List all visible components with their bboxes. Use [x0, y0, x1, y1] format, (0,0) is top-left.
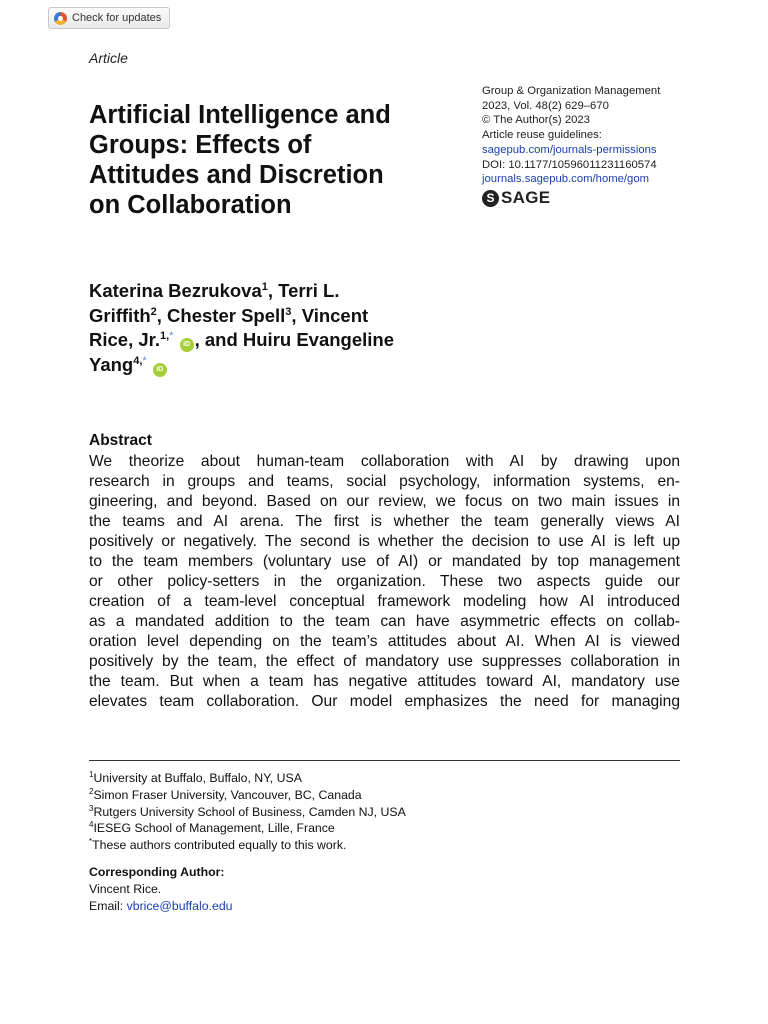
footnote-marker: *: [89, 837, 93, 847]
abstract-line: oration level depending on the team’s attitudes about AI. When AI is viewed: [89, 633, 680, 650]
article-type-label: Article: [89, 50, 128, 66]
affiliation-text: University at Buffalo, Buffalo, NY, USA: [93, 771, 302, 785]
author-line: [89, 328, 469, 353]
author-separator: , and Huiru Evangeline: [194, 329, 395, 350]
journal-volume: 2023, Vol. 48(2) 629–670: [482, 99, 609, 112]
affiliation-item: [89, 820, 406, 837]
title-line: Groups: Effects of: [89, 131, 312, 159]
permissions-link[interactable]: sagepub.com/journals-permissions: [482, 143, 657, 156]
title-line: Artificial Intelligence and: [89, 101, 391, 129]
title-line: on Collaboration: [89, 191, 292, 219]
affiliation-number: 1: [89, 770, 94, 779]
abstract-body: [89, 452, 680, 712]
abstract-line: research in groups and teams, social psychology, information systems, en-: [89, 473, 680, 490]
corresponding-author: [89, 864, 233, 914]
email-line: [89, 898, 233, 915]
email-link[interactable]: vbrice@buffalo.edu: [126, 898, 233, 913]
affiliation-marker: 2: [150, 305, 157, 318]
check-for-updates-button[interactable]: [48, 7, 170, 29]
sage-logo-icon: S: [482, 190, 499, 207]
check-for-updates-label: Check for updates: [72, 12, 162, 24]
reuse-guidelines-label: Article reuse guidelines:: [482, 129, 602, 142]
abstract-line: positively or negatively. The second is whether the decision to use AI is left up: [89, 533, 680, 550]
crossmark-icon: [54, 12, 67, 25]
equal-contribution-marker: *: [142, 354, 147, 367]
author-line: [89, 353, 469, 378]
author-name: Griffith: [89, 304, 151, 326]
title-line: Attitudes and Discretion: [89, 161, 384, 189]
corresponding-author-name: Vincent Rice.: [89, 881, 162, 896]
abstract-line: or other policy-setters in the organization. These two aspects guide our: [89, 573, 680, 590]
affiliation-marker: 1: [261, 281, 268, 293]
abstract-line: to the team members (voluntary use of AI) or mandated by top management: [89, 553, 680, 570]
affiliation-text: IESEG School of Management, Lille, France: [93, 821, 335, 836]
abstract-line: as a mandated addition to the team can have asymmetric effects on collab-: [89, 613, 680, 630]
author-list: [89, 279, 469, 377]
affiliation-marker: 3: [285, 305, 292, 318]
affiliation-item: [89, 770, 406, 787]
affiliation-item: [89, 837, 406, 854]
doi: DOI: 10.1177/10596011231160574: [482, 158, 657, 171]
affiliation-item: [89, 787, 406, 804]
author-name: Rice, Jr.: [89, 329, 160, 350]
affiliation-marker: 1,*: [159, 330, 174, 342]
affiliation-number: 2: [89, 786, 94, 796]
abstract-line: the teams and AI arena. The first is whether the team generally views AI: [89, 513, 680, 530]
affiliation-text: Rutgers University School of Business, Camden NJ, USA: [93, 804, 406, 819]
abstract-line: the team. But when a team has negative attitudes toward AI, mandatory use: [89, 673, 680, 690]
orcid-icon[interactable]: iD: [180, 338, 194, 352]
author-separator: , Chester Spell: [156, 304, 286, 326]
author-line: [89, 304, 469, 329]
journal-homepage-link[interactable]: journals.sagepub.com/home/gom: [482, 173, 650, 186]
author-separator: , Vincent: [291, 304, 369, 326]
sage-logo: [482, 188, 550, 208]
journal-name: Group & Organization Management: [482, 85, 661, 97]
abstract-line: positively by the team, the effect of mandatory use suppresses collaboration in: [89, 653, 680, 670]
email-label: Email:: [89, 898, 124, 913]
footnote-divider: [89, 760, 680, 761]
journal-info: [482, 84, 660, 187]
affiliation-number: 3: [89, 803, 94, 813]
affiliation-marker: 4,*: [133, 354, 147, 367]
corresponding-author-heading: Corresponding Author:: [89, 865, 225, 879]
abstract-line: elevates team collaboration. Our model emphasizes the need for managing: [89, 693, 680, 710]
affiliation-text: Simon Fraser University, Vancouver, BC, Canada: [93, 787, 362, 802]
author-separator: , Terri L.: [267, 280, 340, 301]
journal-copyright: © The Author(s) 2023: [482, 114, 590, 127]
footnote-text: These authors contributed equally to this work.: [92, 838, 347, 853]
orcid-icon[interactable]: iD: [153, 363, 167, 377]
author-line: [89, 279, 469, 304]
abstract-line: creation of a team-level conceptual framework modeling how AI introduced: [89, 593, 680, 610]
sage-logo-text: SAGE: [501, 188, 551, 207]
author-name: Katerina Bezrukova: [89, 280, 262, 301]
equal-contribution-marker: *: [169, 330, 174, 342]
affiliation-number: 4: [89, 820, 94, 830]
article-title: [89, 100, 459, 220]
abstract-line: We theorize about human-team collaboration with AI by drawing upon: [89, 453, 680, 470]
affiliation-list: [89, 770, 406, 854]
abstract-line: gineering, and beyond. Based on our review, we focus on two main issues in: [89, 493, 680, 510]
affiliation-item: [89, 804, 406, 821]
author-name: Yang: [89, 353, 134, 375]
abstract-heading: Abstract: [89, 432, 152, 449]
